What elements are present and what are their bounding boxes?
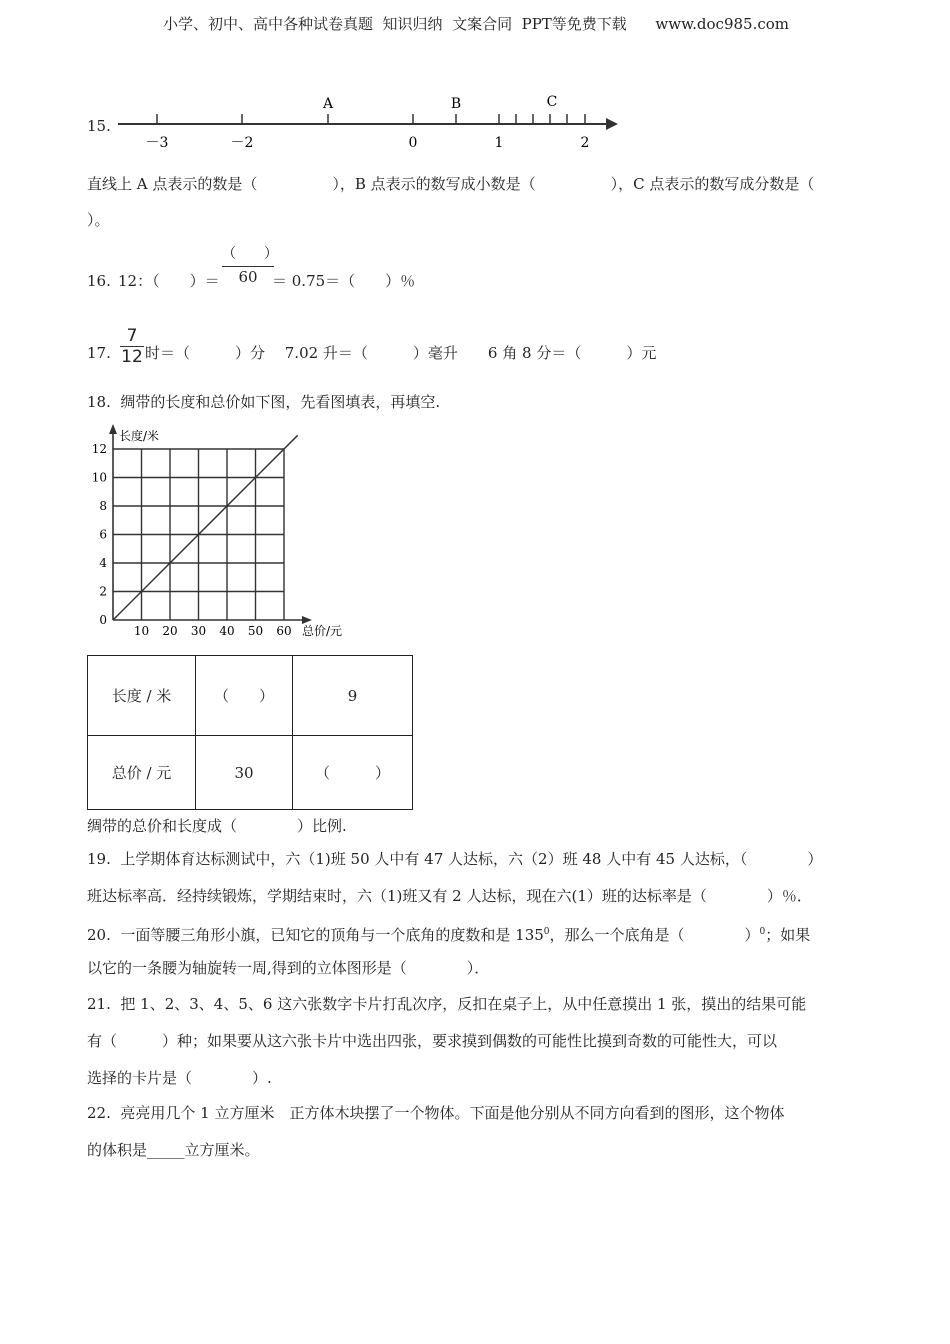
tick-label: －2 (230, 135, 254, 151)
tick-label: －3 (145, 135, 169, 151)
q20-part-b: ，那么一个底角是（ ） (549, 926, 760, 944)
y-tick-label: 4 (99, 556, 107, 570)
y-axis-arrow (109, 424, 117, 434)
table-cell: 9 (293, 656, 413, 736)
series-line (113, 435, 298, 620)
q22-line1: 22. 亮亮用几个 1 立方厘米 正方体木块摆了一个物体。下面是他分别从不同方向看到的图形，这个物体 (87, 1104, 785, 1122)
ribbon-price-chart (85, 420, 375, 640)
tick-label: 1 (494, 135, 504, 151)
degree-sup: 0 (759, 927, 766, 937)
q19-line1: 19. 上学期体育达标测试中，六（1)班 50 人中有 47 人达标，六（2）班 48 人中有 45 人达标，（ ） (87, 850, 823, 868)
x-tick-label: 50 (247, 624, 264, 638)
q20-part-a: 20. 一面等腰三角形小旗，已知它的顶角与一个底角的度数和是 135 (87, 926, 544, 944)
table-cell: （ ） (196, 656, 293, 736)
degree-sup: 0 (543, 927, 550, 937)
y-tick-label: 12 (91, 442, 107, 456)
point-b-label: B (450, 96, 462, 112)
q15-text-line2: ）。 (87, 211, 110, 229)
fill-table (87, 655, 413, 810)
q17-frac-denominator: 12 (121, 347, 143, 367)
q16-frac-numerator: （ ） (222, 246, 278, 262)
number-line (110, 90, 630, 155)
tick-label: 0 (408, 135, 418, 151)
q17-frac-numerator: 7 (126, 326, 138, 346)
q16-frac-denominator: 60 (238, 268, 258, 286)
x-axis-label: 总价/元 (302, 624, 343, 638)
q18-text: 18. 绸带的长度和总价如下图，先看图填表，再填空. (87, 393, 441, 411)
table-cell: 30 (196, 736, 293, 810)
q20-line2: 以它的一条腰为轴旋转一周,得到的立体图形是（ ）． (87, 959, 490, 977)
table-row (88, 736, 413, 810)
page-header: 小学、初中、高中各种试卷真题 知识归纳 文案合同 PPT等免费下载 www.doc985.com (163, 15, 790, 33)
q16-fraction (222, 244, 278, 287)
x-tick-label: 60 (276, 624, 292, 638)
x-tick-label: 20 (162, 624, 178, 638)
q16-part2: ＝ 0.75＝（ ）％ (272, 272, 416, 290)
point-c-label: C (546, 94, 558, 110)
q15-number: 15. (87, 117, 111, 135)
point-a-label: A (322, 96, 334, 112)
q15-text-line1: 直线上 A 点表示的数是（ ），B 点表示的数写成小数是（ ），C 点表示的数写成分数是（ (87, 175, 815, 193)
q20-part-c: ；如果 (765, 926, 811, 944)
y-tick-label: 10 (91, 470, 107, 485)
x-tick-label: 40 (219, 624, 235, 638)
table-cell: 总价 / 元 (88, 736, 196, 810)
x-axis-arrow (302, 616, 312, 624)
q16-number: 16. (87, 272, 111, 290)
y-axis-label: 长度/米 (119, 429, 160, 443)
q21-line2: 有（ ）种；如果要从这六张卡片中选出四张，要求摸到偶数的可能性比摸到奇数的可能性大，可以 (87, 1032, 778, 1050)
table-row (88, 656, 413, 736)
q20-line1 (87, 922, 810, 945)
x-tick-label: 30 (190, 624, 207, 638)
q19-line2: 班达标率高．经持续锻炼，学期结束时，六（1)班又有 2 人达标，现在六(1）班的达标率是（ ）％． (87, 887, 812, 905)
x-tick-label: 10 (133, 624, 150, 638)
q17-fraction (120, 327, 144, 366)
q17-text: 时＝（ ）分 7.02 升＝（ ）毫升 6 角 8 分＝（ ）元 (145, 344, 657, 362)
q17-number: 17. (87, 344, 111, 362)
tick-label: 2 (580, 135, 590, 151)
q16-part1: 12：（ ）＝ (118, 272, 220, 290)
q21-line3: 选择的卡片是（ ）. (87, 1069, 272, 1087)
y-tick-label: 0 (99, 613, 107, 627)
number-line-arrow (606, 118, 618, 130)
table-cell: （ ） (293, 736, 413, 810)
q21-line1: 21. 把 1、2、3、4、5、6 这六张数字卡片打乱次序，反扣在桌子上，从中任意摸出 1 张，摸出的结果可能 (87, 995, 807, 1013)
q18-after: 绸带的总价和长度成（ ）比例. (87, 817, 347, 835)
y-tick-label: 2 (99, 584, 107, 599)
q22-line2: 的体积是_____立方厘米。 (87, 1141, 260, 1159)
y-tick-label: 8 (99, 499, 107, 513)
y-tick-label: 6 (99, 527, 107, 542)
table-cell: 长度 / 米 (88, 656, 196, 736)
